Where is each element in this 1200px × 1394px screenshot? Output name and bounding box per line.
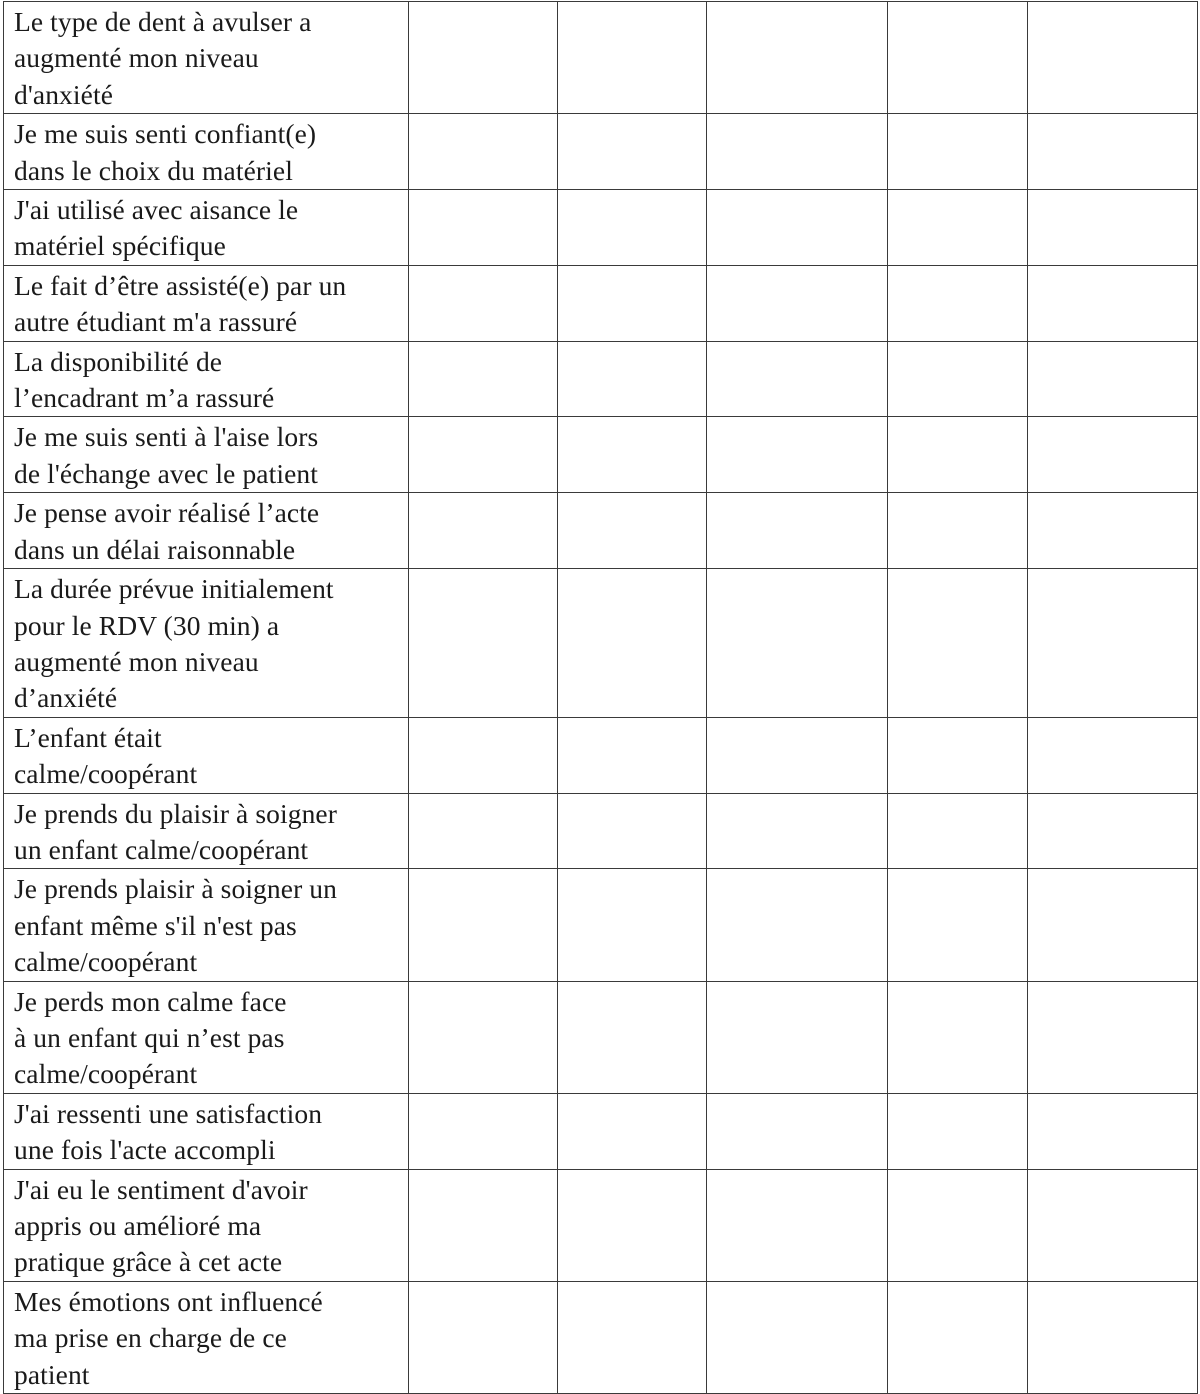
statement-line: Je pense avoir réalisé l’acte — [14, 497, 320, 529]
rating-cell-2[interactable] — [558, 717, 707, 793]
rating-cell-3[interactable] — [707, 1093, 888, 1169]
statement-cell — [4, 2, 409, 114]
rating-cell-2[interactable] — [558, 569, 707, 718]
statement-line: pour le RDV (30 min) a — [14, 609, 280, 641]
rating-cell-5[interactable] — [1028, 981, 1198, 1093]
statement-line: matériel spécifique — [14, 230, 226, 262]
statement-line: pratique grâce à cet acte — [14, 1246, 283, 1278]
rating-cell-3[interactable] — [707, 493, 888, 569]
statement-cell — [4, 1169, 409, 1281]
statement-line: patient — [14, 1358, 90, 1390]
statement-line: l’encadrant m’a rassuré — [14, 382, 275, 414]
rating-cell-2[interactable] — [558, 341, 707, 417]
statement-line: La disponibilité de — [14, 345, 223, 377]
rating-cell-1[interactable] — [409, 1281, 558, 1393]
table-row — [4, 417, 1198, 493]
statement-line: de l'échange avec le patient — [14, 457, 318, 489]
statement-cell — [4, 417, 409, 493]
statement-line: d'anxiété — [14, 78, 114, 110]
statement-line: Mes émotions ont influencé — [14, 1285, 323, 1317]
rating-cell-1[interactable] — [409, 265, 558, 341]
rating-cell-4[interactable] — [888, 1169, 1028, 1281]
rating-cell-4[interactable] — [888, 493, 1028, 569]
rating-cell-3[interactable] — [707, 265, 888, 341]
statement-line: autre étudiant m'a rassuré — [14, 306, 298, 338]
rating-cell-2[interactable] — [558, 2, 707, 114]
statement-line: augmenté mon niveau — [14, 645, 259, 677]
statement-cell — [4, 981, 409, 1093]
statement-line: Je me suis senti à l'aise lors — [14, 421, 319, 453]
rating-cell-4[interactable] — [888, 569, 1028, 718]
statement-line: L’enfant était — [14, 721, 162, 753]
statement-line: calme/coopérant — [14, 1058, 198, 1090]
rating-cell-4[interactable] — [888, 190, 1028, 266]
rating-cell-2[interactable] — [558, 114, 707, 190]
statement-line: Je prends plaisir à soigner un — [14, 873, 337, 905]
rating-cell-5[interactable] — [1028, 869, 1198, 981]
rating-cell-3[interactable] — [707, 417, 888, 493]
rating-cell-1[interactable] — [409, 114, 558, 190]
statement-cell — [4, 793, 409, 869]
rating-cell-2[interactable] — [558, 1169, 707, 1281]
rating-cell-3[interactable] — [707, 341, 888, 417]
statement-line: calme/coopérant — [14, 758, 198, 790]
statement-line: Je me suis senti confiant(e) — [14, 118, 317, 150]
rating-cell-5[interactable] — [1028, 1281, 1198, 1393]
rating-cell-3[interactable] — [707, 1169, 888, 1281]
statement-line: Je prends du plaisir à soigner — [14, 797, 337, 829]
table-row — [4, 569, 1198, 718]
statement-cell — [4, 1281, 409, 1393]
table-row — [4, 1093, 1198, 1169]
rating-cell-1[interactable] — [409, 793, 558, 869]
rating-cell-4[interactable] — [888, 417, 1028, 493]
statement-line: J'ai ressenti une satisfaction — [14, 1097, 323, 1129]
statement-line: enfant même s'il n'est pas — [14, 909, 297, 941]
statement-line: J'ai utilisé avec aisance le — [14, 194, 299, 226]
statement-line: une fois l'acte accompli — [14, 1134, 276, 1166]
statement-cell — [4, 869, 409, 981]
rating-cell-5[interactable] — [1028, 341, 1198, 417]
statement-cell — [4, 493, 409, 569]
rating-cell-1[interactable] — [409, 981, 558, 1093]
statement-line: dans le choix du matériel — [14, 154, 293, 186]
statement-line: Le fait d’être assisté(e) par un — [14, 269, 347, 301]
rating-cell-4[interactable] — [888, 869, 1028, 981]
rating-cell-2[interactable] — [558, 190, 707, 266]
rating-cell-4[interactable] — [888, 717, 1028, 793]
rating-cell-5[interactable] — [1028, 717, 1198, 793]
statement-cell — [4, 1093, 409, 1169]
statement-cell — [4, 569, 409, 718]
table-row — [4, 793, 1198, 869]
rating-cell-3[interactable] — [707, 981, 888, 1093]
statement-line: Le type de dent à avulser a — [14, 6, 312, 37]
table-row — [4, 190, 1198, 266]
table-row — [4, 341, 1198, 417]
statement-line: calme/coopérant — [14, 946, 198, 978]
statement-line: Je perds mon calme face — [14, 985, 287, 1017]
table-row — [4, 981, 1198, 1093]
table-row — [4, 2, 1198, 114]
rating-cell-4[interactable] — [888, 114, 1028, 190]
questionnaire-table — [3, 1, 1198, 1394]
rating-cell-2[interactable] — [558, 1093, 707, 1169]
questionnaire-body — [4, 2, 1198, 1394]
statement-cell — [4, 114, 409, 190]
rating-cell-2[interactable] — [558, 493, 707, 569]
rating-cell-5[interactable] — [1028, 793, 1198, 869]
table-row — [4, 1169, 1198, 1281]
rating-cell-3[interactable] — [707, 190, 888, 266]
statement-cell — [4, 265, 409, 341]
rating-cell-4[interactable] — [888, 1093, 1028, 1169]
rating-cell-1[interactable] — [409, 717, 558, 793]
rating-cell-3[interactable] — [707, 569, 888, 718]
table-row — [4, 114, 1198, 190]
rating-cell-1[interactable] — [409, 1169, 558, 1281]
rating-cell-1[interactable] — [409, 869, 558, 981]
statement-cell — [4, 190, 409, 266]
rating-cell-4[interactable] — [888, 341, 1028, 417]
rating-cell-5[interactable] — [1028, 114, 1198, 190]
rating-cell-5[interactable] — [1028, 569, 1198, 718]
rating-cell-2[interactable] — [558, 793, 707, 869]
rating-cell-4[interactable] — [888, 2, 1028, 114]
rating-cell-4[interactable] — [888, 981, 1028, 1093]
rating-cell-2[interactable] — [558, 265, 707, 341]
rating-cell-4[interactable] — [888, 1281, 1028, 1393]
statement-line: d’anxiété — [14, 682, 118, 714]
rating-cell-2[interactable] — [558, 417, 707, 493]
statement-cell — [4, 341, 409, 417]
table-row — [4, 1281, 1198, 1393]
rating-cell-5[interactable] — [1028, 417, 1198, 493]
statement-line: J'ai eu le sentiment d'avoir — [14, 1173, 308, 1205]
rating-cell-5[interactable] — [1028, 493, 1198, 569]
statement-line: augmenté mon niveau — [14, 42, 259, 74]
rating-cell-4[interactable] — [888, 793, 1028, 869]
rating-cell-4[interactable] — [888, 265, 1028, 341]
statement-line: La durée prévue initialement — [14, 573, 334, 605]
table-row — [4, 717, 1198, 793]
statement-line: appris ou amélioré ma — [14, 1210, 262, 1241]
rating-cell-5[interactable] — [1028, 2, 1198, 114]
rating-cell-1[interactable] — [409, 493, 558, 569]
rating-cell-3[interactable] — [707, 1281, 888, 1393]
rating-cell-1[interactable] — [409, 2, 558, 114]
rating-cell-1[interactable] — [409, 1093, 558, 1169]
statement-line: un enfant calme/coopérant — [14, 833, 309, 865]
statement-line: ma prise en charge de ce — [14, 1322, 287, 1354]
rating-cell-2[interactable] — [558, 1281, 707, 1393]
rating-cell-1[interactable] — [409, 417, 558, 493]
rating-cell-1[interactable] — [409, 569, 558, 718]
table-row — [4, 265, 1198, 341]
statement-line: à un enfant qui n’est pas — [14, 1021, 285, 1053]
rating-cell-2[interactable] — [558, 869, 707, 981]
rating-cell-3[interactable] — [707, 114, 888, 190]
rating-cell-2[interactable] — [558, 981, 707, 1093]
statement-line: dans un délai raisonnable — [14, 533, 296, 565]
table-row — [4, 869, 1198, 981]
rating-cell-5[interactable] — [1028, 265, 1198, 341]
rating-cell-1[interactable] — [409, 341, 558, 417]
rating-cell-5[interactable] — [1028, 1093, 1198, 1169]
statement-cell — [4, 717, 409, 793]
rating-cell-1[interactable] — [409, 190, 558, 266]
rating-cell-3[interactable] — [707, 2, 888, 114]
rating-cell-3[interactable] — [707, 717, 888, 793]
rating-cell-3[interactable] — [707, 793, 888, 869]
rating-cell-5[interactable] — [1028, 190, 1198, 266]
rating-cell-3[interactable] — [707, 869, 888, 981]
table-row — [4, 493, 1198, 569]
rating-cell-5[interactable] — [1028, 1169, 1198, 1281]
